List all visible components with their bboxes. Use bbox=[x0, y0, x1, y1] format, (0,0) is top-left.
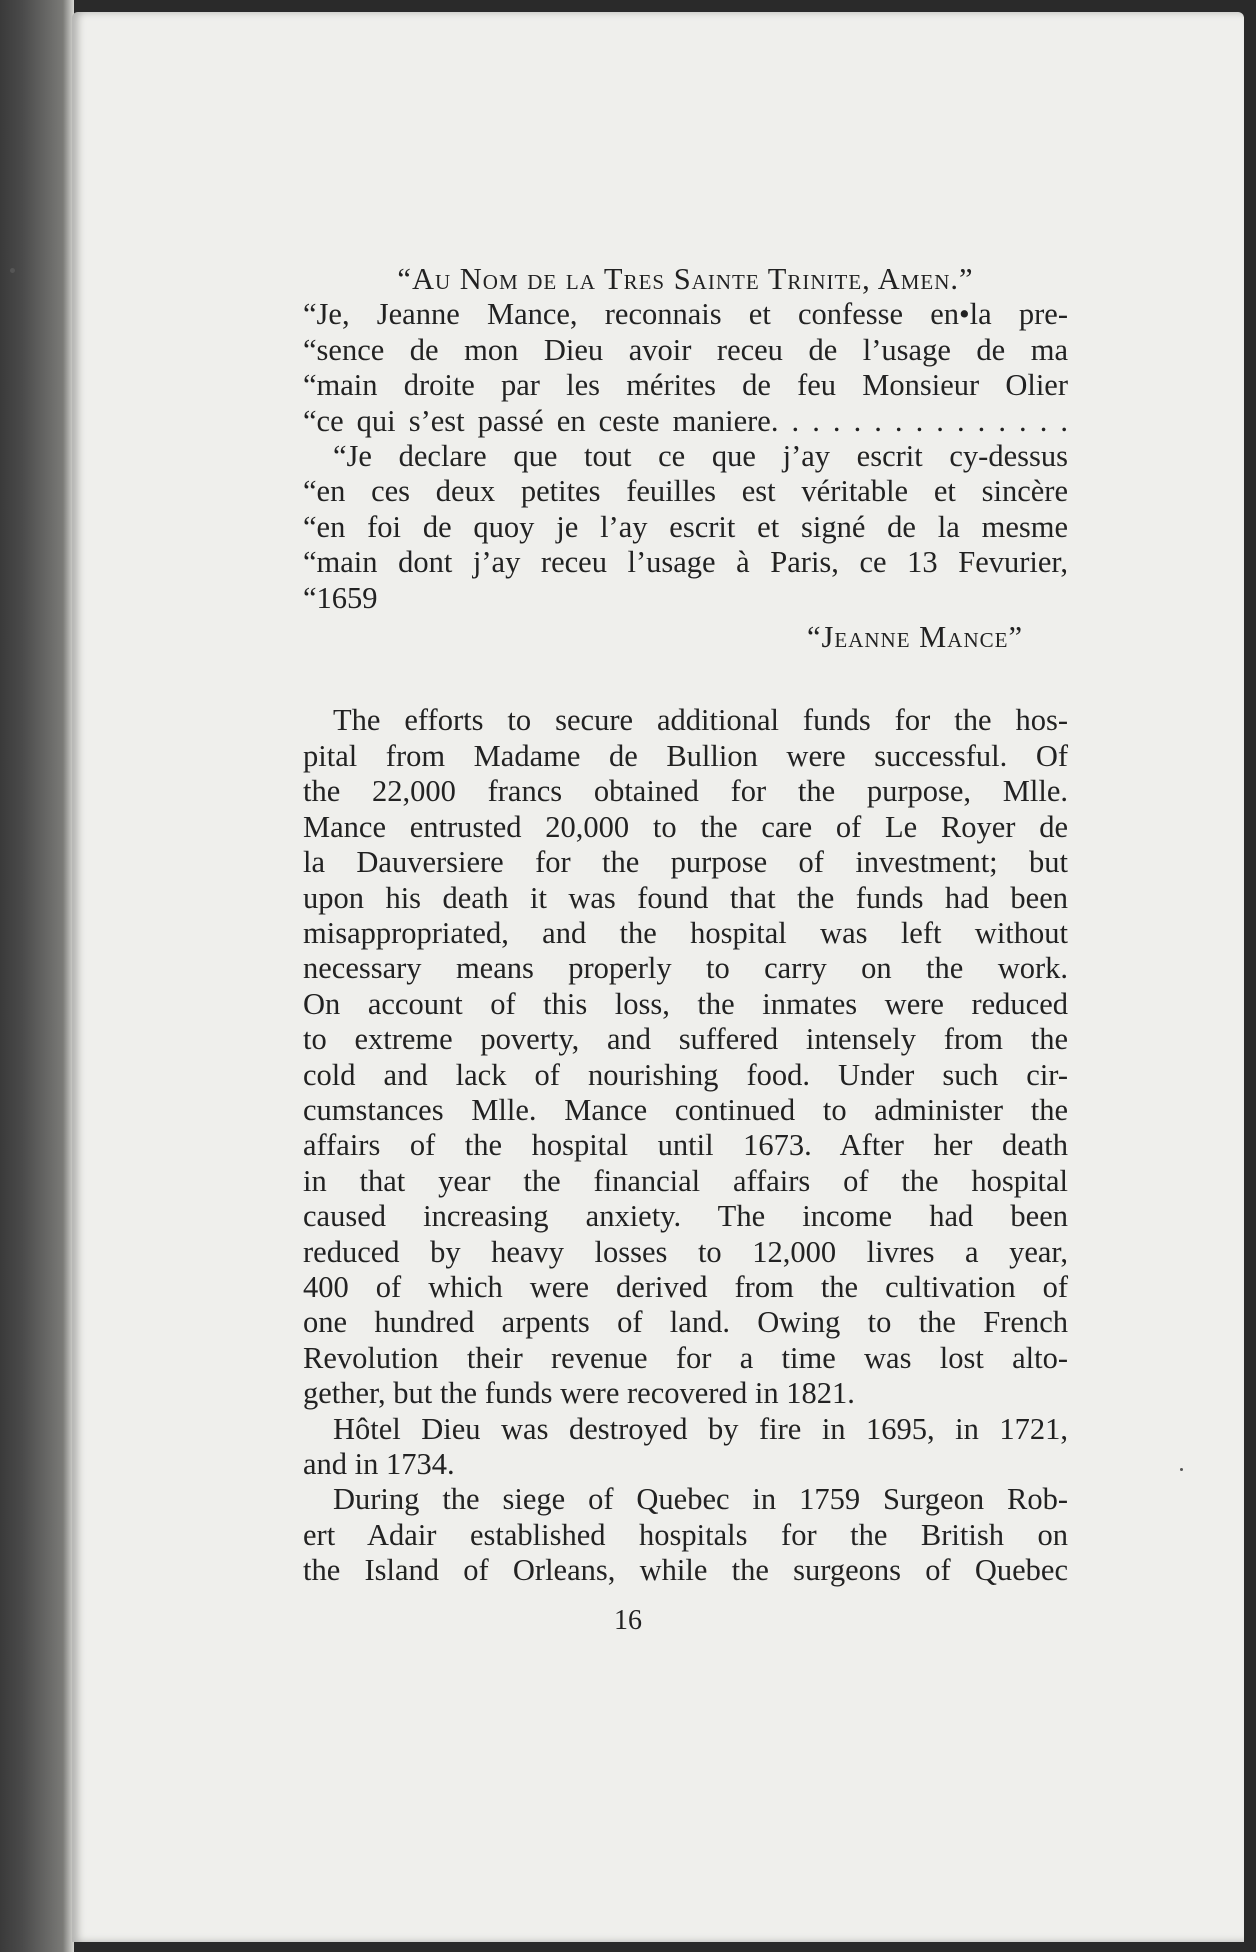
paragraph-line: misappropriated, and the hospital was left without bbox=[303, 915, 1068, 950]
paragraph-line: During the siege of Quebec in 1759 Surgeon Rob- bbox=[333, 1482, 1068, 1517]
quote-line: “ce qui s’est passé en ceste maniere. . . . . . . . . . . . . . . bbox=[303, 403, 1068, 438]
paragraph-2 bbox=[303, 1412, 1068, 1483]
paragraph-line: in that year the financial affairs of the hospital bbox=[303, 1163, 1068, 1198]
invocation-heading: “Au Nom de la Tres Sainte Trinite, Amen.” bbox=[397, 262, 974, 296]
quote-line: “Je, Jeanne Mance, reconnais et confesse en•la pre- bbox=[303, 297, 1068, 332]
signature: “Jeanne Mance” bbox=[806, 620, 1023, 655]
paragraph-3 bbox=[303, 1482, 1068, 1588]
paragraph-line: 400 of which were derived from the cultivation of bbox=[303, 1269, 1068, 1304]
page-number: 16 bbox=[614, 1605, 642, 1636]
paragraph-line: caused increasing anxiety. The income had been bbox=[303, 1199, 1068, 1234]
paragraph-1 bbox=[303, 703, 1068, 1411]
paragraph-line: Hôtel Dieu was destroyed by fire in 1695, in 1721, bbox=[333, 1411, 1068, 1446]
quote-line: “en ces deux petites feuilles est véritable et sincère bbox=[303, 474, 1068, 509]
quote-line: “Je declare que tout ce que j’ay escrit cy-dessus bbox=[333, 439, 1068, 474]
paragraph-line: ert Adair established hospitals for the British on bbox=[303, 1517, 1068, 1552]
paragraph-line: The efforts to secure additional funds for the hos- bbox=[333, 703, 1068, 738]
quote-line: “1659 bbox=[303, 580, 378, 615]
paragraph-line: Mance entrusted 20,000 to the care of Le Royer de bbox=[303, 809, 1068, 844]
paragraph-line: la Dauversiere for the purpose of investment; but bbox=[303, 845, 1068, 880]
page-text bbox=[303, 262, 1068, 1589]
quote-line: “main droite par les mérites de feu Monsieur Olier bbox=[303, 368, 1068, 403]
paragraph-line: the Island of Orleans, while the surgeons of Quebec bbox=[303, 1553, 1068, 1588]
paragraph-line: On account of this loss, the inmates were reduced bbox=[303, 986, 1068, 1021]
scan-left-edge bbox=[0, 0, 74, 1952]
paragraph-line: Revolution their revenue for a time was lost alto- bbox=[303, 1340, 1068, 1375]
paragraph-line: cold and lack of nourishing food. Under such cir- bbox=[303, 1057, 1068, 1092]
paragraph-line: one hundred arpents of land. Owing to the French bbox=[303, 1305, 1068, 1340]
paragraph-line: necessary means properly to carry on the work. bbox=[303, 951, 1068, 986]
scan-speck bbox=[1180, 1468, 1183, 1471]
paragraph-line: reduced by heavy losses to 12,000 livres a year, bbox=[303, 1234, 1068, 1269]
quote-block bbox=[303, 297, 1068, 616]
paragraph-line: to extreme poverty, and suffered intensely from the bbox=[303, 1022, 1068, 1057]
paragraph-line: affairs of the hospital until 1673. After her death bbox=[303, 1128, 1068, 1163]
paragraph-line: the 22,000 francs obtained for the purpose, Mlle. bbox=[303, 774, 1068, 809]
quote-line: “sence de mon Dieu avoir receu de l’usage de ma bbox=[303, 332, 1068, 367]
quote-line: “en foi de quoy je l’ay escrit et signé de la mesme bbox=[303, 509, 1068, 544]
paragraph-line: upon his death it was found that the funds had been bbox=[303, 880, 1068, 915]
quote-line: “main dont j’ay receu l’usage à Paris, ce 13 Fevurier, bbox=[303, 545, 1068, 580]
paragraph-line: gether, but the funds were recovered in 1821. bbox=[303, 1376, 855, 1411]
scan-speck bbox=[10, 268, 15, 273]
paragraph-line: pital from Madame de Bullion were successful. Of bbox=[303, 738, 1068, 773]
paragraph-line: and in 1734. bbox=[303, 1447, 455, 1481]
paragraph-line: cumstances Mlle. Mance continued to administer the bbox=[303, 1092, 1068, 1127]
section-gap bbox=[303, 655, 1068, 703]
